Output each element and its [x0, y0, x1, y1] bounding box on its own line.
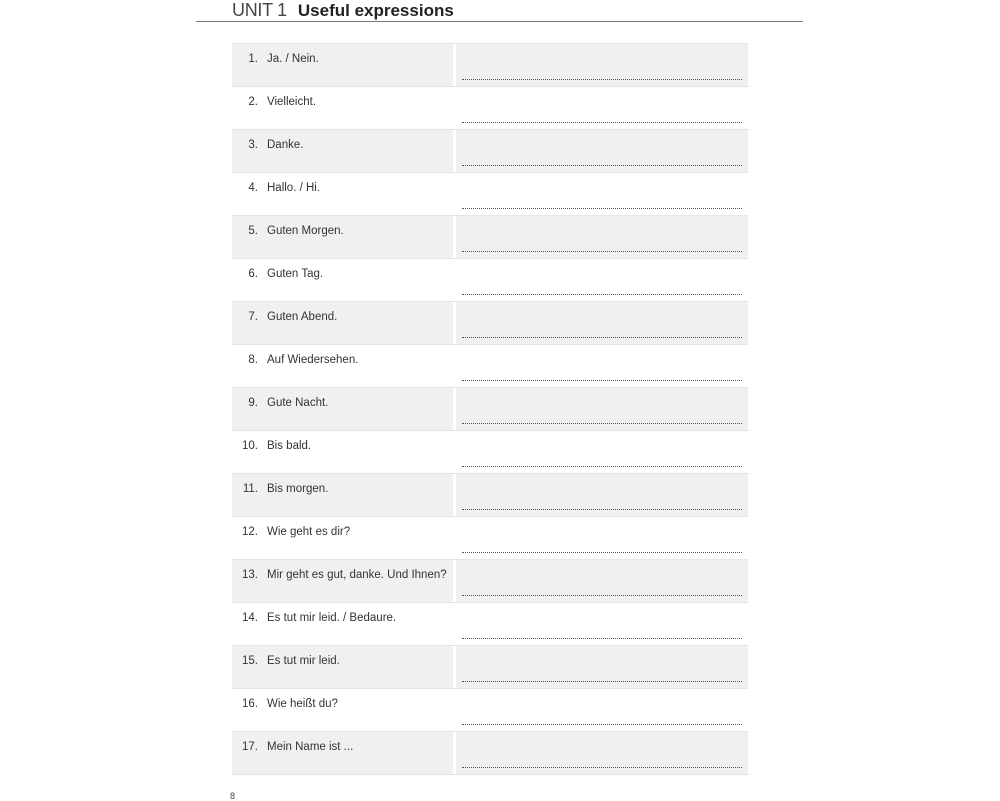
table-row	[232, 473, 748, 516]
table-row	[232, 559, 748, 602]
row-number: 13.	[242, 569, 258, 581]
expression-text: Wie heißt du?	[267, 698, 338, 710]
table-row	[232, 215, 748, 258]
row-number: 14.	[242, 612, 258, 624]
row-number: 15.	[242, 655, 258, 667]
answer-dotted-line	[462, 380, 742, 381]
expression-cell	[232, 130, 453, 172]
expression-cell	[232, 603, 453, 645]
expression-cell	[232, 259, 453, 301]
expression-cell	[232, 388, 453, 430]
answer-dotted-line	[462, 165, 742, 166]
answer-dotted-line	[462, 681, 742, 682]
answer-dotted-line	[462, 423, 742, 424]
expression-text: Es tut mir leid. / Bedaure.	[267, 612, 397, 624]
expression-cell	[232, 689, 453, 731]
answer-cell[interactable]	[456, 345, 748, 387]
answer-dotted-line	[462, 251, 742, 252]
answer-cell[interactable]	[456, 173, 748, 215]
answer-cell[interactable]	[456, 302, 748, 344]
row-number: 6.	[248, 268, 258, 280]
table-row	[232, 172, 748, 215]
table-row	[232, 688, 748, 731]
answer-cell[interactable]	[456, 259, 748, 301]
expression-text: Guten Tag.	[267, 268, 324, 280]
row-number: 16.	[242, 698, 258, 710]
expression-cell	[232, 517, 453, 559]
unit-label: UNIT 1	[232, 0, 287, 20]
expression-text: Wie geht es dir?	[267, 526, 351, 538]
expression-cell	[232, 560, 453, 602]
answer-dotted-line	[462, 767, 742, 768]
expression-text: Es tut mir leid.	[267, 655, 340, 667]
answer-dotted-line	[462, 552, 742, 553]
table-row	[232, 516, 748, 559]
expression-cell	[232, 173, 453, 215]
expression-text: Danke.	[267, 139, 304, 151]
table-row	[232, 43, 748, 86]
answer-cell[interactable]	[456, 431, 748, 473]
page-header	[232, 0, 454, 21]
table-row	[232, 344, 748, 387]
answer-cell[interactable]	[456, 130, 748, 172]
row-number: 10.	[242, 440, 258, 452]
answer-dotted-line	[462, 724, 742, 725]
expression-text: Mir geht es gut, danke. Und Ihnen?	[267, 569, 447, 581]
header-divider	[196, 21, 803, 22]
expression-cell	[232, 345, 453, 387]
answer-dotted-line	[462, 595, 742, 596]
expression-cell	[232, 44, 453, 86]
answer-dotted-line	[462, 122, 742, 123]
row-number: 8.	[248, 354, 258, 366]
page-title: Useful expressions	[297, 1, 454, 20]
row-number: 4.	[248, 182, 258, 194]
expression-text: Ja. / Nein.	[267, 53, 319, 65]
expression-text: Guten Abend.	[267, 311, 338, 323]
answer-dotted-line	[462, 466, 742, 467]
answer-cell[interactable]	[456, 560, 748, 602]
row-number: 17.	[242, 741, 258, 753]
expression-cell	[232, 474, 453, 516]
table-row	[232, 602, 748, 645]
row-number: 11.	[242, 483, 258, 495]
expression-cell	[232, 646, 453, 688]
answer-cell[interactable]	[456, 216, 748, 258]
expression-cell	[232, 302, 453, 344]
table-row	[232, 430, 748, 473]
table-row	[232, 258, 748, 301]
answer-dotted-line	[462, 79, 742, 80]
table-row	[232, 387, 748, 430]
answer-cell[interactable]	[456, 646, 748, 688]
expression-text: Guten Morgen.	[267, 225, 344, 237]
expression-cell	[232, 216, 453, 258]
expression-text: Hallo. / Hi.	[267, 182, 321, 194]
expression-cell	[232, 732, 453, 774]
expressions-table	[232, 43, 748, 775]
row-number: 3.	[248, 139, 258, 151]
answer-dotted-line	[462, 294, 742, 295]
expression-text: Mein Name ist ...	[267, 741, 354, 753]
table-row	[232, 731, 748, 775]
table-row	[232, 86, 748, 129]
expression-text: Vielleicht.	[267, 96, 317, 108]
row-number: 1.	[248, 53, 258, 65]
expression-text: Auf Wiedersehen.	[267, 354, 359, 366]
expression-cell	[232, 431, 453, 473]
answer-cell[interactable]	[456, 689, 748, 731]
row-number: 5.	[248, 225, 258, 237]
answer-cell[interactable]	[456, 87, 748, 129]
row-number: 7.	[248, 311, 258, 323]
answer-dotted-line	[462, 638, 742, 639]
page-number: 8	[230, 791, 236, 801]
answer-cell[interactable]	[456, 388, 748, 430]
table-row	[232, 645, 748, 688]
answer-dotted-line	[462, 337, 742, 338]
answer-dotted-line	[462, 208, 742, 209]
answer-cell[interactable]	[456, 474, 748, 516]
table-row	[232, 301, 748, 344]
expression-text: Gute Nacht.	[267, 397, 329, 409]
row-number: 12.	[242, 526, 258, 538]
table-row	[232, 129, 748, 172]
answer-dotted-line	[462, 509, 742, 510]
expression-text: Bis bald.	[267, 440, 312, 452]
expression-cell	[232, 87, 453, 129]
answer-cell[interactable]	[456, 517, 748, 559]
expression-text: Bis morgen.	[267, 483, 329, 495]
row-number: 2.	[248, 96, 258, 108]
answer-cell[interactable]	[456, 603, 748, 645]
answer-cell[interactable]	[456, 44, 748, 86]
row-number: 9.	[248, 397, 258, 409]
answer-cell[interactable]	[456, 732, 748, 774]
